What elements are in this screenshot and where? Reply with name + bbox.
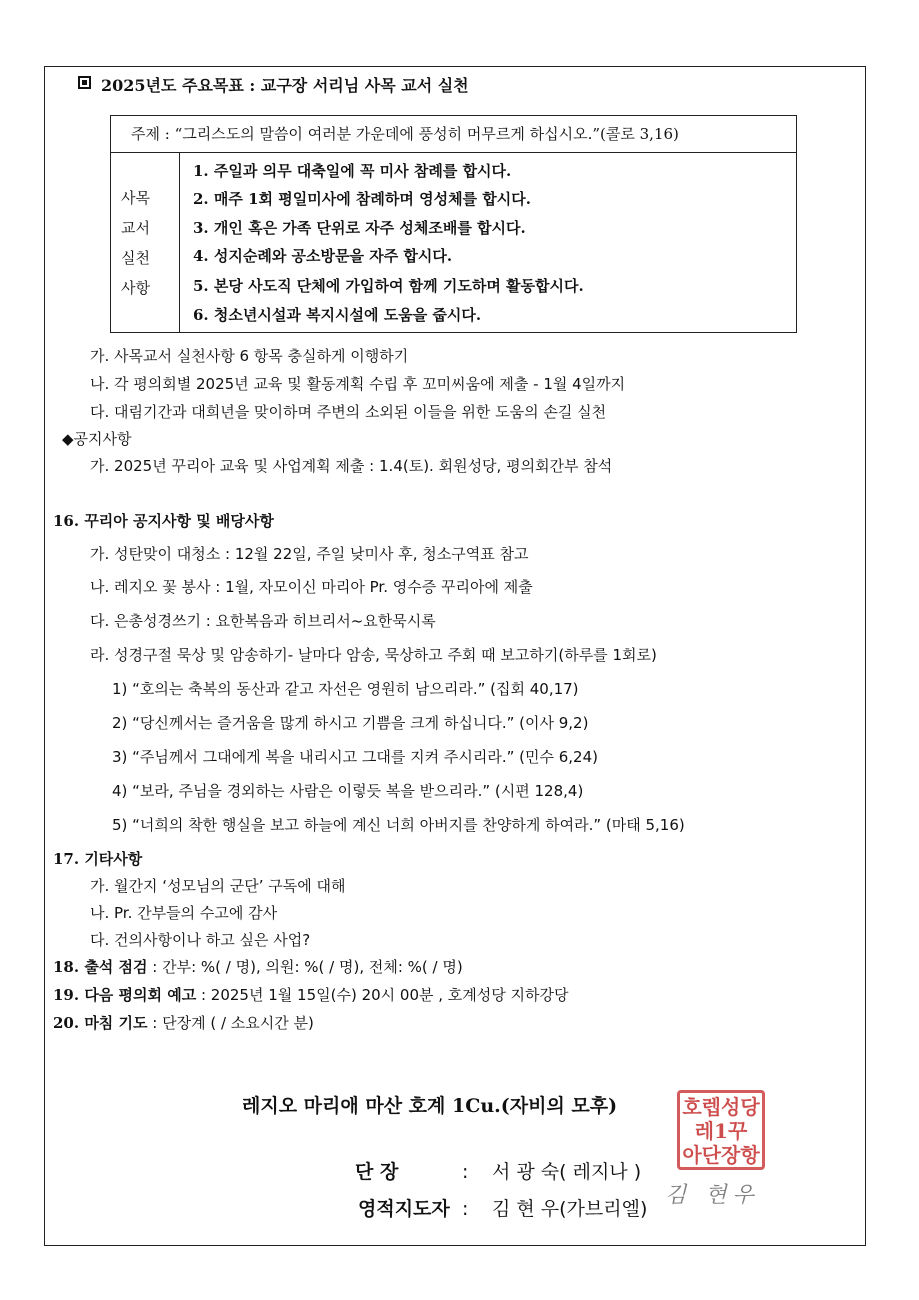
side-label-4: 사항 bbox=[121, 279, 150, 297]
seal-line-3: 아단장항 bbox=[682, 1143, 760, 1167]
leader-label: 단 장 bbox=[355, 1161, 399, 1183]
section-17-item-1: 가. 월간지 ‘성모님의 군단’ 구독에 대해 bbox=[90, 877, 346, 895]
goal-list-item-2: 나. 각 평의회별 2025년 교육 및 활동계획 수립 후 꼬미씨움에 제출 - 1월 4일까지 bbox=[90, 375, 626, 393]
pastoral-item-5: 5. 본당 사도직 단체에 가입하여 함께 기도하며 활동합시다. bbox=[193, 277, 584, 295]
theme-row bbox=[111, 116, 796, 153]
handwritten-signature: 김 현우 bbox=[665, 1183, 760, 1208]
pastoral-item-6: 6. 청소년시설과 복지시설에 도움을 줍시다. bbox=[193, 306, 482, 324]
side-label-cell bbox=[111, 152, 180, 332]
side-label-1: 사목 bbox=[121, 189, 150, 207]
seal-line-1: 호렙성당 bbox=[682, 1095, 760, 1119]
section-16-item-2: 나. 레지오 꽃 봉사 : 1월, 자모이신 마리아 Pr. 영수증 꾸리아에 제출 bbox=[90, 578, 533, 596]
pastoral-letter-table bbox=[110, 115, 797, 333]
annual-goal: 2025년도 주요목표 : 교구장 서리님 사목 교서 실천 bbox=[78, 76, 469, 96]
goal-list-item-1: 가. 사목교서 실천사항 6 항목 충실하게 이행하기 bbox=[90, 347, 409, 365]
director-sep: : bbox=[462, 1198, 469, 1220]
closing-prayer: 20. 마침 기도 : 단장계 ( / 소요시간 분) bbox=[53, 1014, 314, 1032]
red-seal-stamp bbox=[677, 1090, 765, 1170]
notice-title: ◆공지사항 bbox=[62, 430, 132, 448]
organization-name: 레지오 마리애 마산 호계 1Cu.(자비의 모후) bbox=[242, 1095, 618, 1117]
section-16-title: 16. 꾸리아 공지사항 및 배당사항 bbox=[53, 512, 274, 530]
verse-1: 1) “호의는 축복의 동산과 같고 자선은 영원히 남으리라.” (집회 40,17) bbox=[112, 680, 579, 698]
square-bullet-icon bbox=[78, 76, 91, 89]
section-16-item-3: 다. 은총성경쓰기 : 요한복음과 히브리서~요한묵시록 bbox=[90, 612, 436, 630]
verse-2: 2) “당신께서는 즐거움을 많게 하시고 기쁨을 크게 하십니다.” (이사 9,2) bbox=[112, 714, 589, 732]
side-label-2: 교서 bbox=[121, 219, 150, 237]
section-17-title: 17. 기타사항 bbox=[53, 850, 143, 868]
leader-sep: : bbox=[462, 1161, 469, 1183]
goal-list-item-3: 다. 대림기간과 대희년을 맞이하며 주변의 소외된 이들을 위한 도움의 손길 실천 bbox=[90, 403, 607, 421]
director-label: 영적지도자 bbox=[358, 1198, 450, 1220]
section-16-item-1: 가. 성탄맞이 대청소 : 12월 22일, 주일 낮미사 후, 청소구역표 참고 bbox=[90, 545, 529, 563]
side-label-3: 실천 bbox=[121, 249, 150, 267]
verse-5: 5) “너희의 착한 행실을 보고 하늘에 계신 너희 아버지를 찬양하게 하여라.” (마태 5,16) bbox=[112, 816, 685, 834]
director-name: 김 현 우(가브리엘) bbox=[492, 1198, 648, 1220]
pastoral-item-2: 2. 매주 1회 평일미사에 참례하며 영성체를 합시다. bbox=[193, 190, 531, 208]
theme-text: 주제 : “그리스도의 말씀이 여러분 가운데에 풍성히 머무르게 하십시오.”(콜로 3,16) bbox=[131, 125, 679, 143]
section-17-item-3: 다. 건의사항이나 하고 싶은 사업? bbox=[90, 931, 311, 949]
verse-4: 4) “보라, 주님을 경외하는 사람은 이렇듯 복을 받으리라.” (시편 128,4) bbox=[112, 782, 584, 800]
pastoral-item-1: 1. 주일과 의무 대축일에 꼭 미사 참례를 합시다. bbox=[193, 162, 512, 180]
next-meeting: 19. 다음 평의회 예고 : 2025년 1월 15일(수) 20시 00분 , 호계성당 지하강당 bbox=[53, 986, 569, 1004]
attendance-check: 18. 출석 점검 : 간부: %( / 명), 의원: %( / 명), 전체: %( / 명) bbox=[53, 958, 463, 976]
section-16-item-4: 라. 성경구절 묵상 및 암송하기- 날마다 암송, 묵상하고 주회 때 보고하기(하루를 1회로) bbox=[90, 646, 657, 664]
pastoral-item-3: 3. 개인 혹은 가족 단위로 자주 성체조배를 합시다. bbox=[193, 219, 526, 237]
leader-name: 서 광 숙( 레지나 ) bbox=[492, 1161, 642, 1183]
verse-3: 3) “주님께서 그대에게 복을 내리시고 그대를 지켜 주시리라.” (민수 6,24) bbox=[112, 748, 598, 766]
notice-item-1: 가. 2025년 꾸리아 교육 및 사업계획 제출 : 1.4(토). 회원성당, 평의회간부 참석 bbox=[90, 457, 613, 475]
seal-line-2: 레1꾸 bbox=[694, 1119, 748, 1143]
section-17-item-2: 나. Pr. 간부들의 수고에 감사 bbox=[90, 904, 278, 922]
pastoral-item-4: 4. 성지순례와 공소방문을 자주 합시다. bbox=[193, 247, 453, 265]
